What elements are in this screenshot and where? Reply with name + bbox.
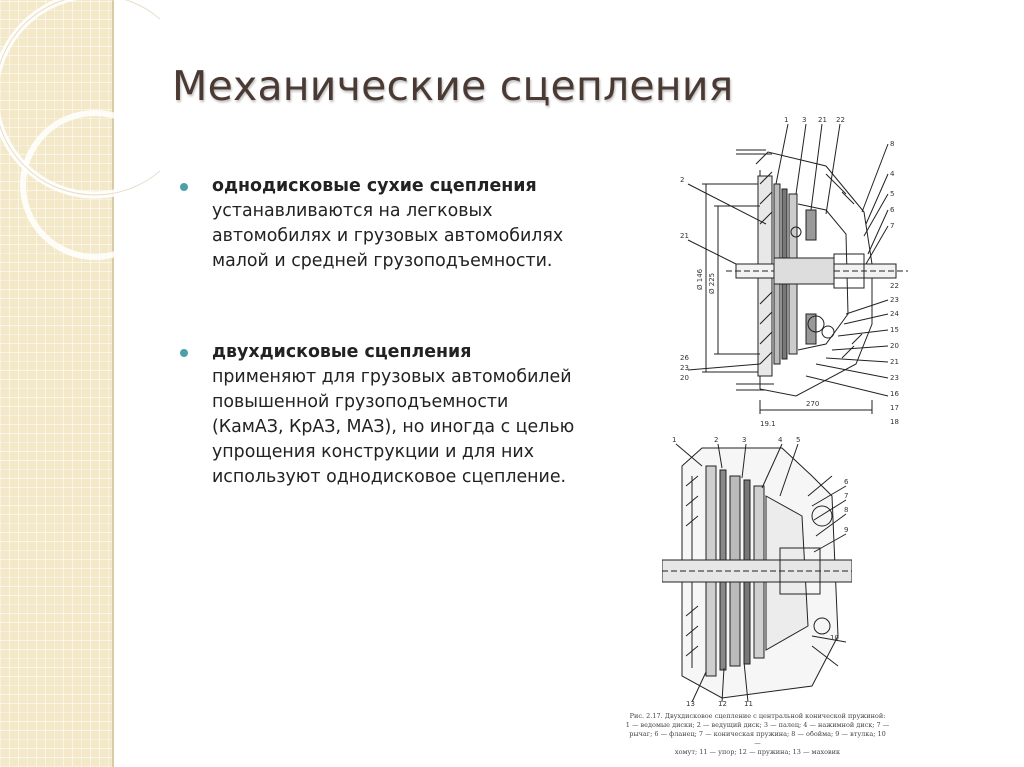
figure-caption [625, 712, 890, 757]
decorative-rings [0, 0, 160, 280]
fig2-label: 9 [844, 526, 849, 534]
bullet-text: применяют для грузовых автомобилей повышенной грузоподъемности (КамАЗ, КрАЗ, МАЗ), но иногда с целью упрощения конструкции и для них используют однодисковое сцепление. [212, 367, 575, 487]
caption-line: 1 — ведомые диски; 2 — ведущий диск; 3 — палец; 4 — нажимной диск; 7 — [625, 721, 890, 729]
caption-line: рычаг; 6 — фланец; 7 — коническая пружина; 8 — обойма; 9 — втулка; 10 — [629, 730, 886, 747]
fig1-dimension: Ø 146 [696, 268, 704, 290]
fig1-label: 18 [890, 418, 899, 426]
fig1-label: 8 [890, 140, 895, 148]
bullet-item-double-disc [178, 340, 578, 490]
fig1-label: 4 [890, 170, 895, 178]
fig2-label: 7 [844, 492, 849, 500]
fig2-label: 11 [744, 700, 753, 708]
fig2-label: 4 [778, 436, 783, 444]
fig1-label: 3 [802, 116, 807, 124]
fig2-label: 8 [844, 506, 849, 514]
fig1-label: 17 [890, 404, 899, 412]
fig1-label: 21 [818, 116, 827, 124]
caption-line: Рис. 2.17. Двухдисковое сцепление с центральной конической пружиной: [629, 712, 886, 720]
fig1-label: 26 [680, 354, 689, 362]
single-disc-clutch-drawing [676, 114, 908, 432]
fig1-label: 20 [890, 342, 899, 350]
fig1-label: 24 [890, 310, 899, 318]
fig2-label: 2 [714, 436, 719, 444]
fig1-label: 21 [890, 358, 899, 366]
bullet-dot [180, 183, 188, 191]
bullet-item-single-disc [178, 174, 578, 274]
caption-line: хомут; 11 — упор; 12 — пружина; 13 — маховик [674, 748, 841, 756]
fig1-dimension: 19.1 [760, 420, 776, 428]
fig1-dimension: Ø 225 [708, 272, 716, 294]
fig1-label: 6 [890, 206, 895, 214]
fig1-label: 7 [890, 222, 895, 230]
fig1-label: 22 [890, 282, 899, 290]
bullet-bold-term: двухдисковые сцепления [212, 342, 472, 362]
double-disc-clutch-drawing [662, 436, 852, 708]
fig1-label: 20 [680, 374, 689, 382]
fig2-label: 5 [796, 436, 801, 444]
fig2-label: 1 [672, 436, 677, 444]
fig1-dimension: 270 [806, 400, 820, 408]
fig1-label: 23 [890, 296, 899, 304]
slide-title: Механические сцепления [172, 62, 734, 110]
fig1-label: 15 [890, 326, 899, 334]
bullet-text: устанавливаются на легковых автомобилях и грузовых автомобилях малой и средней грузоподъемности. [212, 201, 564, 271]
fig1-label: 1 [784, 116, 789, 124]
fig1-label: 21 [680, 232, 689, 240]
fig2-label: 10 [830, 634, 839, 642]
fig1-label: 16 [890, 390, 899, 398]
fig2-label: 12 [718, 700, 727, 708]
fig1-label: 2 [680, 176, 685, 184]
fig2-label: 6 [844, 478, 849, 486]
bullet-bold-term: однодисковые сухие сцепления [212, 176, 537, 196]
fig1-label: 23 [680, 364, 689, 372]
fig2-label: 3 [742, 436, 747, 444]
fig1-label: 22 [836, 116, 845, 124]
bullet-list [178, 174, 578, 490]
fig1-label: 5 [890, 190, 895, 198]
fig1-label: 23 [890, 374, 899, 382]
bullet-dot [180, 349, 188, 357]
fig2-label: 13 [686, 700, 695, 708]
